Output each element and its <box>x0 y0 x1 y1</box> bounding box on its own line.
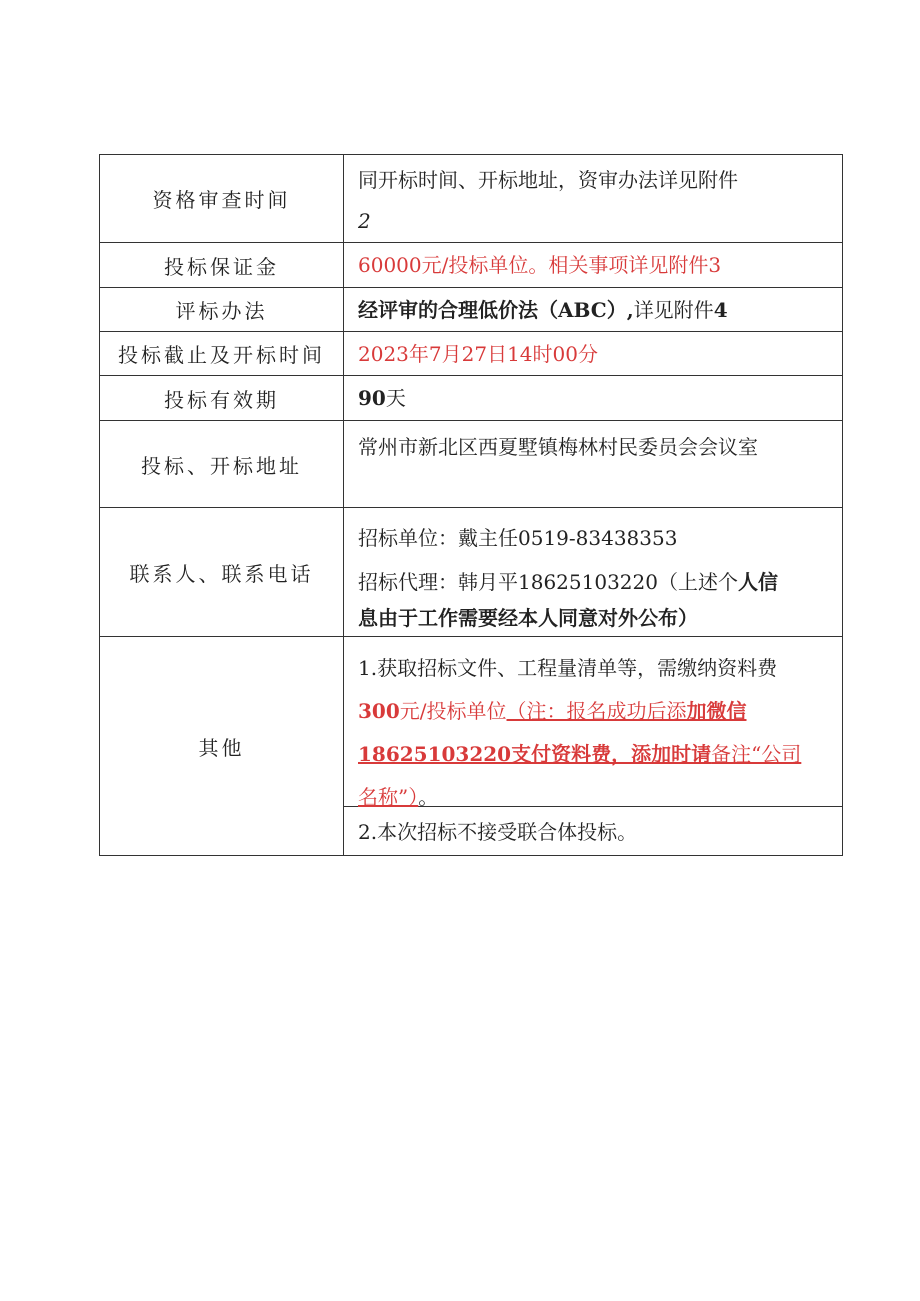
row-label: 资格审查时间 <box>100 155 344 243</box>
period: 。 <box>418 785 439 809</box>
row-label: 投标截止及开标时间 <box>100 332 344 376</box>
evaluation-method-annex: 4 <box>713 297 728 322</box>
other-item-1-text: 1.获取招标文件、工程量清单等，需缴纳资料费 <box>358 656 778 680</box>
table-row <box>100 155 843 243</box>
validity-days: 90 <box>358 386 386 410</box>
contact-agent <box>358 560 838 604</box>
validity-unit: 天 <box>385 386 406 410</box>
deadline-value: 2023年7月27日14时00分 <box>344 332 843 376</box>
address-value: 常州市新北区西夏墅镇梅林村民委员会会议室 <box>344 421 843 508</box>
table-row <box>100 421 843 508</box>
fee-note: （注：报名成功后添 <box>506 699 687 723</box>
contact-tenderer: 招标单位：戴主任0519-83438353 <box>358 526 678 550</box>
table-row <box>100 243 843 288</box>
row-value <box>344 155 843 243</box>
row-label: 评标办法 <box>100 288 344 332</box>
table-row <box>100 332 843 376</box>
other-value <box>344 637 843 856</box>
fee-unit: 元/投标单位 <box>399 699 507 723</box>
bid-bond-value: 60000元/投标单位。相关事项详见附件3 <box>344 243 843 288</box>
evaluation-method-bold: 经评审的合理低价法（ABC）, <box>358 297 634 322</box>
contact-value <box>344 508 843 637</box>
contact-disclosure-note: 息由于工作需要经本人同意对外公布） <box>358 606 698 630</box>
table-row <box>100 288 843 332</box>
tender-info-table <box>99 154 843 856</box>
table-row <box>100 508 843 637</box>
row-label: 其他 <box>100 637 344 856</box>
contact-agent-note: 人信 <box>737 570 778 594</box>
fee-wechat-number: 18625103220支付资料费，添加时请 <box>358 742 712 766</box>
row-label: 投标、开标地址 <box>100 421 344 508</box>
other-item-2: 2.本次招标不接受联合体投标。 <box>344 806 842 855</box>
fee-remark-end: 名称”） <box>358 785 419 809</box>
row-label: 投标保证金 <box>100 243 344 288</box>
row-label: 联系人、联系电话 <box>100 508 344 637</box>
table-row <box>100 376 843 421</box>
evaluation-method-plain: 详见附件 <box>633 297 714 322</box>
contact-agent-text: 招标代理：韩月平18625103220（上述个 <box>358 570 738 594</box>
row-label: 投标有效期 <box>100 376 344 421</box>
qualification-time-annex: 2 <box>358 208 371 233</box>
table-row <box>100 637 843 856</box>
fee-amount: 300 <box>358 699 400 723</box>
fee-remark: 备注“公司 <box>711 742 802 766</box>
evaluation-method-value <box>344 288 843 332</box>
fee-wechat: 加微信 <box>686 699 747 723</box>
qualification-time-text: 同开标时间、开标地址，资审办法详见附件 <box>358 167 738 192</box>
other-item-1 <box>344 637 842 809</box>
validity-value <box>344 376 843 421</box>
